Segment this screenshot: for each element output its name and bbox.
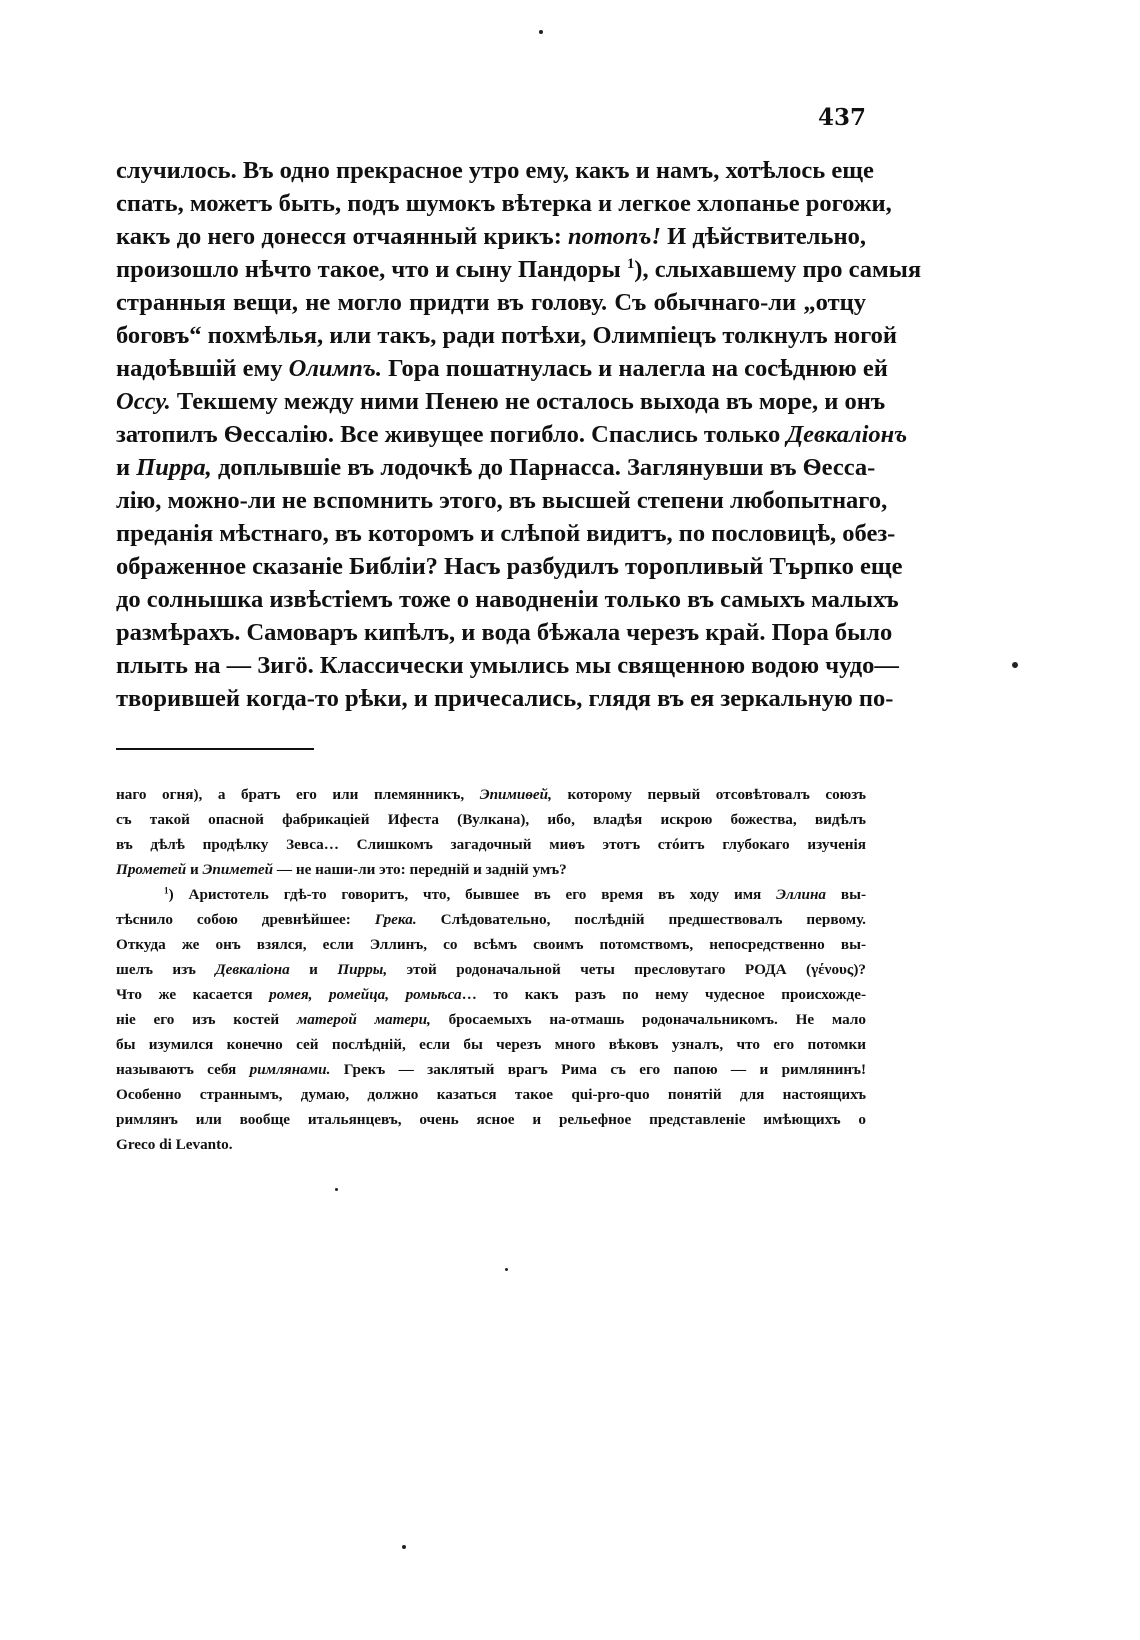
footnote-divider — [116, 748, 314, 750]
footnote-line — [116, 1007, 866, 1032]
italic-run: Эллина — [776, 886, 826, 903]
scan-speck — [1012, 662, 1018, 668]
footnote-line — [116, 982, 866, 1007]
text-run: надоѣвшій ему — [116, 355, 289, 382]
text-run: какъ до него донесся отчаянный крикъ: — [116, 223, 569, 250]
text-run: странныя вещи, не могло придти въ голову. Съ обычнаго-ли „отцу — [116, 289, 866, 316]
footnotes — [116, 782, 866, 1157]
text-run: лію, можно-ли не вспомнить этого, въ высшей степени любопытнаго, — [116, 487, 888, 514]
italic-run: Прометей — [116, 861, 187, 878]
italic-run: ромея, ромейца, ромьѣса — [269, 986, 462, 1003]
text-line — [116, 385, 886, 418]
footnote-line — [116, 1132, 866, 1157]
text-line — [116, 253, 922, 286]
text-run: этой родоначальной четы пресловутаго РОДА (γένους)? — [387, 961, 866, 978]
text-run: Текшему между ними Пенею не осталось выхода въ море, и онъ — [170, 388, 886, 415]
footnote-line — [116, 782, 866, 807]
text-run: которому первый отсовѣтовалъ союзъ — [551, 786, 866, 803]
text-run: наго огня), а братъ его или племянникъ, — [116, 786, 480, 803]
footnote-line — [116, 932, 866, 957]
italic-run: римлянами. — [249, 1061, 331, 1078]
italic-run: Эпиметей — [202, 861, 274, 878]
text-line — [116, 154, 874, 187]
text-line — [116, 220, 866, 253]
footnote-line — [116, 1032, 866, 1057]
text-run: Что же касается — [116, 986, 270, 1003]
italic-run: Эпимиѳей, — [479, 786, 552, 803]
text-run: преданія мѣстнаго, въ которомъ и слѣпой видитъ, по пословицѣ, обез- — [116, 520, 896, 547]
footnote-line — [116, 957, 866, 982]
text-run: затопилъ Ѳессалію. Все живущее погибло. Спаслись только — [116, 421, 787, 448]
text-run: размѣрахъ. Самоваръ кипѣлъ, и вода бѣжала черезъ край. Пора было — [116, 619, 893, 646]
footnote-line — [116, 807, 866, 832]
scan-speck — [402, 1545, 406, 1549]
text-run: съ такой опасной фабрикаціей Ифеста (Вулкана), ибо, владѣя искрою божества, видѣлъ — [116, 811, 866, 828]
main-text — [116, 154, 922, 715]
text-line — [116, 352, 888, 385]
text-line — [116, 616, 893, 649]
text-line — [116, 649, 899, 682]
text-run: шелъ изъ — [116, 961, 216, 978]
text-run: И дѣйствительно, — [660, 223, 866, 250]
italic-run: Девкаліонъ — [786, 421, 908, 448]
text-line — [116, 550, 903, 583]
text-run: ), слыхавшему про самыя — [634, 256, 922, 283]
italic-run: Пирра, — [136, 454, 212, 481]
text-line — [116, 418, 908, 451]
text-run: — не наши-ли это: передній и задній умъ? — [273, 861, 567, 878]
footnote-line — [116, 1082, 866, 1107]
italic-run: Девкаліона — [215, 961, 290, 978]
text-run: творившей когда-то рѣки, и причесались, глядя въ ея зеркальную по- — [116, 685, 894, 712]
italic-run: потопъ! — [568, 223, 661, 250]
text-run: до солнышка извѣстіемъ тоже о наводненіи только въ самыхъ малыхъ — [116, 586, 899, 613]
text-run: боговъ“ похмѣлья, или такъ, ради потѣхи, Олимпіецъ толкнулъ ногой — [116, 322, 898, 349]
italic-run: Оссу. — [116, 388, 171, 415]
text-run: тѣснило собою древнѣйшее: — [116, 911, 375, 928]
text-run: … то какъ разъ по нему чудесное происхожде- — [461, 986, 866, 1003]
text-run: и — [289, 961, 338, 978]
text-run: Слѣдовательно, послѣдній предшествовалъ первому. — [416, 911, 866, 928]
text-run: Особенно страннымъ, думаю, должно казаться такое qui-pro-quo понятій для настоящихъ — [116, 1086, 866, 1103]
footnote-line — [116, 1107, 866, 1132]
text-run: спать, можетъ быть, подъ шумокъ вѣтерка и легкое хлопанье рогожи, — [116, 190, 892, 217]
scan-speck — [505, 1268, 508, 1271]
text-run: и — [116, 454, 137, 481]
footnote-line — [116, 832, 866, 857]
text-line — [116, 319, 898, 352]
text-run: Гора пошатнулась и налегла на сосѣднюю ей — [381, 355, 888, 382]
text-line — [116, 451, 876, 484]
text-run: ображенное сказаніе Библіи? Насъ разбудилъ торопливый Търпко еще — [116, 553, 903, 580]
page-number: 437 — [817, 104, 866, 131]
text-run: доплывшіе въ лодочкѣ до Парнасса. Заглянувши въ Ѳесса- — [211, 454, 876, 481]
text-line — [116, 286, 866, 319]
text-run: Грекъ — заклятый врагъ Рима съ его папою — и римлянинъ! — [330, 1061, 867, 1078]
scan-speck — [539, 30, 543, 34]
text-run: бы изумился конечно сей послѣдній, если бы черезъ много вѣковъ узналъ, что его потомки — [116, 1036, 866, 1053]
italic-run: Пирры, — [337, 961, 388, 978]
text-run: въ дѣлѣ продѣлку Зевса… Слишкомъ загадочный миѳъ этотъ стóитъ глубокаго изученія — [116, 836, 866, 853]
footnote-marker: 1 — [164, 885, 169, 896]
text-run: римлянъ или вообще итальянцевъ, очень ясное и рельефное представленіе имѣющихъ о — [116, 1111, 866, 1128]
footnote-line — [116, 882, 866, 907]
text-run: плыть на — Зигö. Классически умылись мы священною водою чудо— — [116, 652, 899, 679]
footnote-line — [116, 907, 866, 932]
text-run: случилось. Въ одно прекрасное утро ему, какъ и намъ, хотѣлось еще — [116, 157, 874, 184]
footnote-marker: 1 — [626, 256, 635, 273]
text-line — [116, 187, 892, 220]
italic-run: матерой матери, — [296, 1011, 431, 1028]
text-run: ніе его изъ костей — [116, 1011, 297, 1028]
text-run: бросаемыхъ на-отмашь родоначальникомъ. Не мало — [430, 1011, 866, 1028]
italic-run: Грека. — [374, 911, 417, 928]
scan-speck — [335, 1188, 338, 1191]
text-run: называютъ себя — [116, 1061, 250, 1078]
text-run: Greco di Levanto. — [116, 1136, 233, 1153]
text-line — [116, 484, 888, 517]
text-run: произошло нѣчто такое, что и сыну Пандоры — [116, 256, 627, 283]
footnote-line — [116, 857, 866, 882]
text-line — [116, 682, 894, 715]
italic-run: Олимпъ. — [288, 355, 382, 382]
text-run: ) Аристотель гдѣ-то говоритъ, что, бывшее въ его время въ ходу имя — [168, 886, 777, 903]
text-run: и — [186, 861, 203, 878]
text-line — [116, 517, 896, 550]
text-run: Откуда же онъ взялся, если Эллинъ, со всѣмъ своимъ потомствомъ, непосредственно вы- — [116, 936, 866, 953]
footnote-line — [116, 1057, 866, 1082]
text-line — [116, 583, 899, 616]
text-run: вы- — [826, 886, 866, 903]
